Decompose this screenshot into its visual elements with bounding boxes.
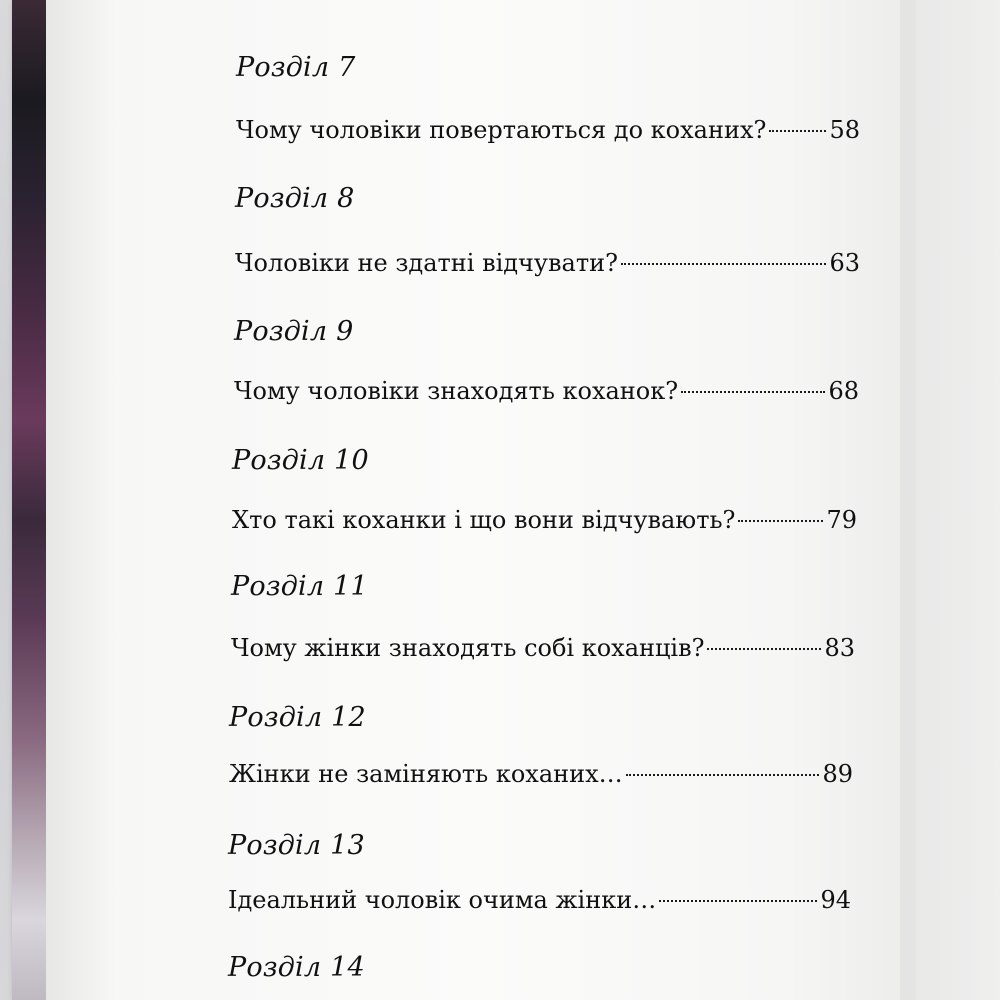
dot-leader xyxy=(707,622,821,650)
chapter-title: Чому чоловіки повертаються до коханих? xyxy=(236,116,767,145)
page-number: 89 xyxy=(822,760,853,789)
toc-entry xyxy=(0,830,1000,950)
chapter-heading: Розділ 12 xyxy=(229,702,366,733)
chapter-title-line xyxy=(235,243,860,277)
toc-entry xyxy=(0,571,1000,691)
chapter-title-line xyxy=(229,754,853,788)
chapter-title-line xyxy=(236,110,860,144)
dot-leader xyxy=(769,104,826,132)
chapter-heading: Розділ 10 xyxy=(232,445,369,476)
page-number: 79 xyxy=(826,506,857,535)
toc-entry xyxy=(0,52,1000,172)
chapter-title: Ідеальний чоловік очима жінки… xyxy=(228,886,657,915)
page-number: 83 xyxy=(824,634,855,663)
chapter-title: Чому жінки знаходять собі коханців? xyxy=(231,634,705,663)
page-number: 94 xyxy=(820,886,851,915)
dot-leader xyxy=(659,874,817,902)
toc-entry xyxy=(0,702,1000,822)
dot-leader xyxy=(621,237,826,265)
page-number: 68 xyxy=(828,377,859,406)
page-number: 63 xyxy=(829,249,860,278)
chapter-heading: Розділ 8 xyxy=(235,183,355,214)
chapter-heading: Розділ 14 xyxy=(228,952,365,983)
chapter-heading: Розділ 9 xyxy=(234,316,354,347)
chapter-title-line xyxy=(232,500,857,534)
toc-entry xyxy=(0,445,1000,565)
toc-entry xyxy=(0,183,1000,303)
chapter-title: Чоловіки не здатні відчувати? xyxy=(235,249,619,278)
chapter-title-line xyxy=(231,628,855,662)
chapter-title-line xyxy=(234,371,859,405)
dot-leader xyxy=(626,748,820,776)
page-number: 58 xyxy=(829,116,860,145)
chapter-title-line xyxy=(228,880,851,914)
dot-leader xyxy=(681,365,825,393)
toc-entry xyxy=(0,316,1000,436)
toc-entry xyxy=(0,952,1000,1000)
dot-leader xyxy=(738,494,823,522)
chapter-title: Чому чоловіки знаходять коханок? xyxy=(234,377,679,406)
chapter-title: Жінки не заміняють коханих… xyxy=(229,760,623,789)
chapter-heading: Розділ 7 xyxy=(236,52,356,83)
chapter-heading: Розділ 11 xyxy=(231,571,368,602)
chapter-title: Хто такі коханки і що вони відчувають? xyxy=(232,506,736,535)
chapter-heading: Розділ 13 xyxy=(228,830,365,861)
